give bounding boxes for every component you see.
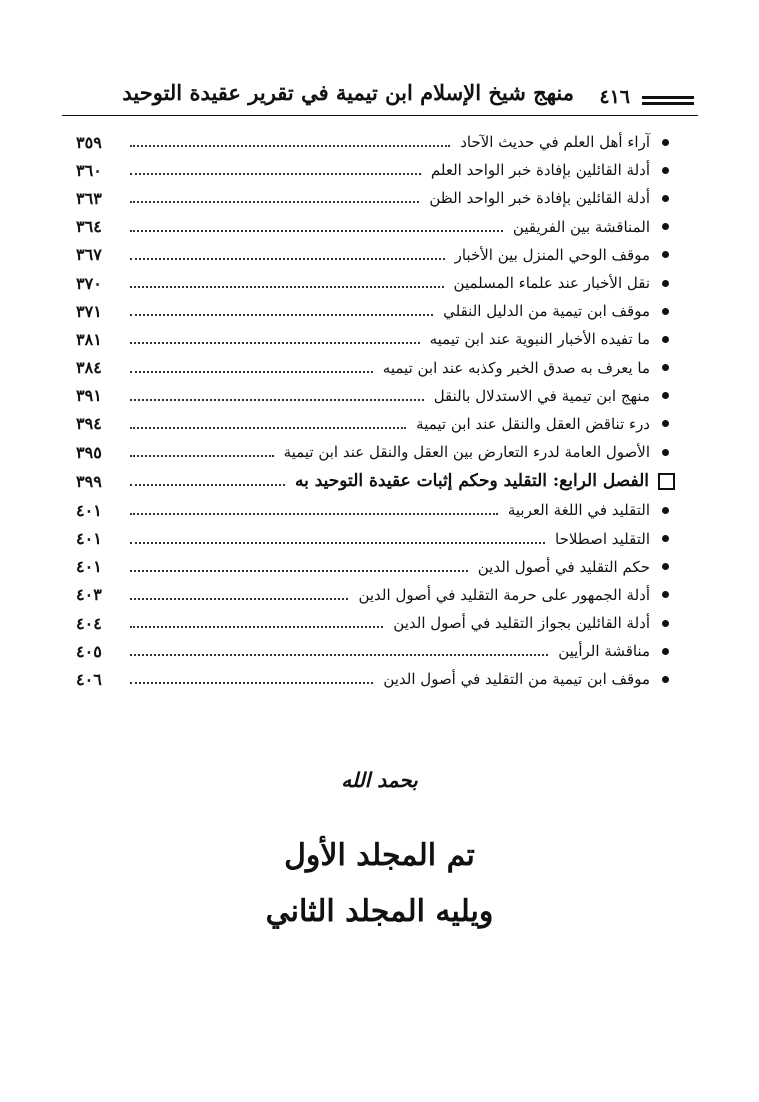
bullet-icon (660, 562, 670, 572)
toc-entry-title: أدلة الجمهور على حرمة التقليد في أصول الدين (358, 585, 650, 604)
toc-entry (76, 524, 670, 552)
dot-leader (130, 682, 373, 684)
toc-entry-page: ٣٧٠ (76, 273, 102, 293)
toc-entry-title: أدلة القائلين بإفادة خبر الواحد العلم (430, 161, 650, 180)
toc-entry-page: ٣٨١ (76, 329, 102, 349)
dot-leader (130, 598, 348, 600)
dot-leader (130, 427, 406, 429)
dot-leader (130, 570, 468, 572)
bullet-icon (660, 618, 670, 628)
bullet-icon (660, 391, 670, 401)
toc-entry-page: ٤٠٦ (76, 669, 102, 689)
toc-entry-page: ٤٠١ (76, 529, 102, 549)
toc-entry-title: درء تناقض العقل والنقل عند ابن تيمية (416, 414, 650, 433)
dot-leader (130, 484, 285, 486)
bullet-icon (660, 534, 670, 544)
toc-entry (76, 496, 670, 524)
toc-entry-title: أدلة القائلين بجواز التقليد في أصول الدين (393, 614, 650, 633)
header-ornament (642, 96, 694, 108)
dot-leader (130, 542, 545, 544)
toc-entry-title: موقف الوحي المنزل بين الأخبار (454, 245, 650, 264)
toc-entry-page: ٣٦٣ (76, 188, 102, 208)
dot-leader (130, 399, 424, 401)
toc-entry-title: آراء أهل العلم في حديث الآحاد (460, 133, 650, 152)
running-header (60, 78, 694, 108)
bullet-icon (660, 137, 670, 147)
book-title: منهج شيخ الإسلام ابن تيمية في تقرير عقيدة التوحيد (122, 80, 574, 105)
bullet-icon (660, 334, 670, 344)
toc-entry (76, 382, 670, 410)
toc-entry-page: ٣٨٤ (76, 358, 102, 378)
toc-entry (76, 241, 670, 269)
checkbox-icon (658, 473, 675, 490)
bullet-icon (660, 674, 670, 684)
toc-entry-title: موقف ابن تيمية من الدليل النقلي (443, 302, 650, 321)
toc-entry-title: ما يعرف به صدق الخبر وكذبه عند ابن تيميه (382, 358, 650, 377)
dot-leader (130, 145, 450, 147)
toc-entry-title: حكم التقليد في أصول الدين (477, 557, 650, 576)
toc-entry-page: ٤٠٣ (76, 585, 102, 605)
bullet-icon (660, 222, 670, 232)
dot-leader (130, 513, 498, 515)
next-volume-note: ويليه المجلد الثاني (265, 894, 494, 929)
toc-entry (76, 609, 670, 637)
toc-entry (76, 581, 670, 609)
bullet-icon (660, 505, 670, 515)
toc-entry (76, 184, 670, 212)
dot-leader (130, 314, 433, 316)
toc-entry (76, 553, 670, 581)
toc-entry (76, 128, 670, 156)
bullet-icon (660, 278, 670, 288)
toc-entry-title: المناقشة بين الفريقين (512, 217, 650, 236)
toc-entry-page: ٤٠٤ (76, 613, 102, 633)
toc-entry-title: موقف ابن تيمية من التقليد في أصول الدين (383, 670, 650, 689)
toc-entry-page: ٣٩٩ (76, 471, 102, 491)
bullet-icon (660, 306, 670, 316)
toc-entry-page: ٣٦٤ (76, 217, 102, 237)
toc-entry-page: ٣٩١ (76, 386, 102, 406)
dot-leader (130, 455, 274, 457)
dot-leader (130, 230, 503, 232)
toc-entry-page: ٣٦٧ (76, 245, 102, 265)
end-of-volume-note: تم المجلد الأول (284, 838, 475, 873)
bullet-icon (660, 447, 670, 457)
toc-entry (76, 354, 670, 382)
header-rule (62, 115, 698, 116)
dot-leader (130, 371, 373, 373)
bullet-icon (660, 250, 670, 260)
toc-entry (76, 410, 670, 438)
toc-entry (76, 156, 670, 184)
bullet-icon (660, 165, 670, 175)
toc-entry-title: الأصول العامة لدرء التعارض بين العقل والنقل عند ابن تيمية (283, 443, 650, 462)
toc-entry-page: ٣٥٩ (76, 132, 102, 152)
dot-leader (130, 201, 419, 203)
toc-entry (76, 269, 670, 297)
bullet-icon (660, 590, 670, 600)
toc-entry-page: ٣٧١ (76, 301, 102, 321)
bullet-icon (660, 193, 670, 203)
dot-leader (130, 173, 421, 175)
bullet-icon (660, 363, 670, 373)
toc-entry-page: ٣٦٠ (76, 160, 102, 180)
toc-entry-title: التقليد اصطلاحا (555, 529, 650, 548)
bullet-icon (660, 419, 670, 429)
dot-leader (130, 654, 548, 656)
toc-entry (76, 438, 670, 466)
toc-entry-title: مناقشة الرأيين (558, 642, 650, 661)
toc-entry-title: منهج ابن تيمية في الاستدلال بالنقل (433, 386, 650, 405)
toc-entry-title: ما تفيده الأخبار النبوية عند ابن تيميه (429, 330, 650, 349)
toc-entry (76, 297, 670, 325)
toc-entry-page: ٣٩٤ (76, 414, 102, 434)
toc-entry (76, 213, 670, 241)
toc-entry (76, 637, 670, 665)
dot-leader (130, 286, 444, 288)
table-of-contents (76, 128, 670, 694)
dot-leader (130, 342, 420, 344)
toc-entry-title: التقليد في اللغة العربية (507, 501, 650, 520)
dot-leader (130, 626, 383, 628)
calligraphy-praise: بحمد الله (341, 768, 418, 792)
page-number: ٤١٦ (599, 86, 630, 108)
toc-entry (76, 665, 670, 693)
toc-entry-page: ٤٠١ (76, 557, 102, 577)
toc-entry (76, 325, 670, 353)
toc-entry-title: نقل الأخبار عند علماء المسلمين (453, 274, 650, 293)
toc-entry-page: ٣٩٥ (76, 442, 102, 462)
dot-leader (130, 258, 445, 260)
toc-chapter (76, 466, 670, 496)
toc-entry-page: ٤٠١ (76, 500, 102, 520)
toc-entry-title: أدلة القائلين بإفادة خبر الواحد الظن (429, 189, 650, 208)
bullet-icon (660, 646, 670, 656)
toc-entry-page: ٤٠٥ (76, 641, 102, 661)
toc-entry-title: الفصل الرابع: التقليد وحكم إثبات عقيدة التوحيد به (294, 471, 649, 492)
